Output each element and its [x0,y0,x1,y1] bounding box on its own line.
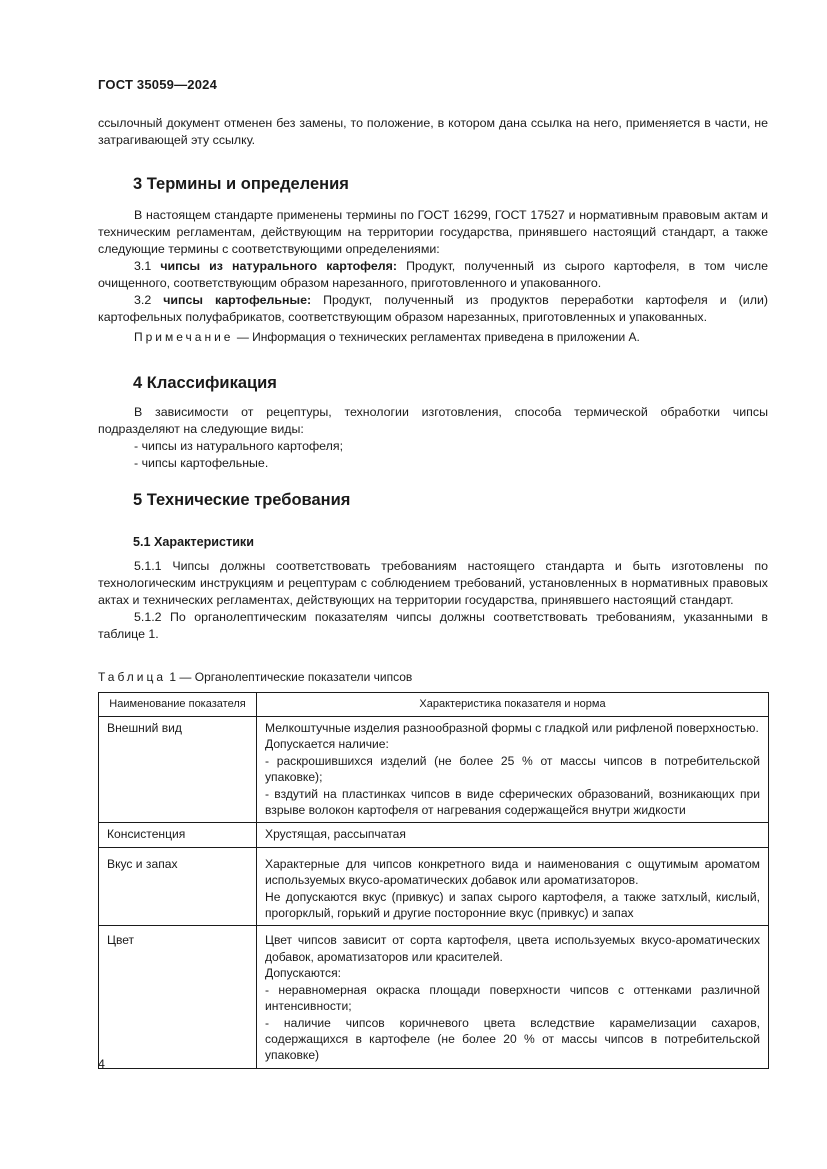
characteristic-line: Мелкоштучные изделия разнообразной формы с гладкой или рифленой поверхностью. [265,721,759,735]
term-3-2 [98,292,768,326]
table-row [99,847,769,926]
note-label: Примечание [134,330,234,344]
characteristic-line: - наличие чипсов коричневого цвета вследствие карамелизации сахаров, содержащихся в картофеле (не более 20 % от массы чипсов в потребительской упаковке) [265,1015,760,1063]
section-4-intro: В зависимости от рецептуры, технологии изготовления, способа термической обработки чипсы подразделяют на следующие виды: [98,405,768,436]
subsection-5-1-heading: 5.1 Характеристики [133,535,254,549]
section-4-body [98,404,768,472]
characteristic-line: - вздутий на пластинках чипсов в виде сферических образований, возникающих при взрыве волокон картофеля от нагревания содержащейся внутри жидкости [265,786,760,818]
characteristic-line: - неравномерная окраска площади поверхности чипсов с оттенками различной интенсивности; [265,982,760,1014]
organoleptic-table [98,692,769,1069]
indicator-name: Цвет [99,926,257,1068]
list-item: - чипсы из натурального картофеля; [134,439,344,453]
term-3-2-definition: Продукт, полученный из продуктов переработки картофеля и (или) картофельных полуфабрикатов, соответствующим образом нарезанных, приготовленных и упакованных. [98,293,768,324]
characteristic-line: - раскрошившихся изделий (не более 25 % от массы чипсов в потребительской упаковке); [265,753,760,785]
characteristic-line: Характерные для чипсов конкретного вида и наименования с ощутимым ароматом используемых вкусо-ароматических добавок или ароматизаторов. [265,856,760,888]
term-3-1 [98,258,768,292]
characteristic-line: Допускается наличие: [265,737,389,752]
indicator-characteristic [257,926,769,1068]
indicator-name: Внешний вид [99,717,257,823]
section-5-body [98,558,768,643]
section-4-heading: 4 Классификация [133,374,277,392]
term-3-1-name: чипсы из натурального картофеля: [160,259,397,273]
table-row [99,717,769,823]
table-row [99,823,769,847]
indicator-name: Вкус и запах [99,847,257,926]
table-row [99,926,769,1068]
characteristic-line: Цвет чипсов зависит от сорта картофеля, цвета используемых вкусо-ароматических добавок, ароматизаторов или красителей. [265,933,760,964]
characteristic-line: Хрустящая, рассыпчатая [265,827,406,842]
section-3-body [98,207,768,326]
table-caption [98,670,412,684]
table-header-row [99,693,769,717]
paragraph-5-1-2: 5.1.2 По органолептическим показателям чипсы должны соответствовать требованиям, указанными в таблице 1. [98,610,768,641]
term-3-2-number: 3.2 [134,293,152,307]
document-header: ГОСТ 35059—2024 [98,77,217,92]
continuation-paragraph: ссылочный документ отменен без замены, то положение, в котором дана ссылка на него, применяется в части, не затрагивающей эту ссылку. [98,116,768,147]
section-3-intro: В настоящем стандарте применены термины по ГОСТ 16299, ГОСТ 17527 и нормативным правовым актам и техническим регламентам, действующим на территории государства, принявшего настоящий стандарт, а также следующие термины с соответствующими определениями: [98,208,768,256]
characteristic-line: Не допускаются вкус (привкус) и запах сырого картофеля, а также затхлый, кислый, прогорклый, горький и другие посторонние вкус (привкус) и запах [265,889,760,921]
note-text: — Информация о технических регламентах приведена в приложении А. [236,330,640,344]
column-header-characteristic: Характеристика показателя и норма [257,693,769,717]
term-3-1-definition: Продукт, полученный из сырого картофеля, в том числе очищенного, соответствующим образом нарезанного, приготовленного и упакованного. [98,259,768,290]
table-caption-label: Таблица [98,670,167,684]
term-3-2-name: чипсы картофельные: [163,293,312,307]
indicator-characteristic [257,823,769,847]
table-caption-text: 1 — Органолептические показатели чипсов [169,670,413,684]
paragraph-5-1-1: 5.1.1 Чипсы должны соответствовать требованиям настоящего стандарта и быть изготовлены по технологическим инструкциям и рецептурам с соблюдением требований, установленных в нормативных правовых актах и технических регламентах, действующих на территории государства, принявшего настоящий стандарт. [98,559,768,607]
page-number: 4 [98,1057,105,1071]
indicator-characteristic [257,717,769,823]
column-header-indicator: Наименование показателя [99,693,257,717]
section-3-heading: 3 Термины и определения [133,175,349,193]
indicator-name: Консистенция [99,823,257,847]
section-5-heading: 5 Технические требования [133,491,351,509]
section-3-note [98,329,768,346]
list-item: - чипсы картофельные. [134,456,269,470]
characteristic-line: Допускаются: [265,966,342,981]
term-3-1-number: 3.1 [134,259,152,273]
indicator-characteristic [257,847,769,926]
